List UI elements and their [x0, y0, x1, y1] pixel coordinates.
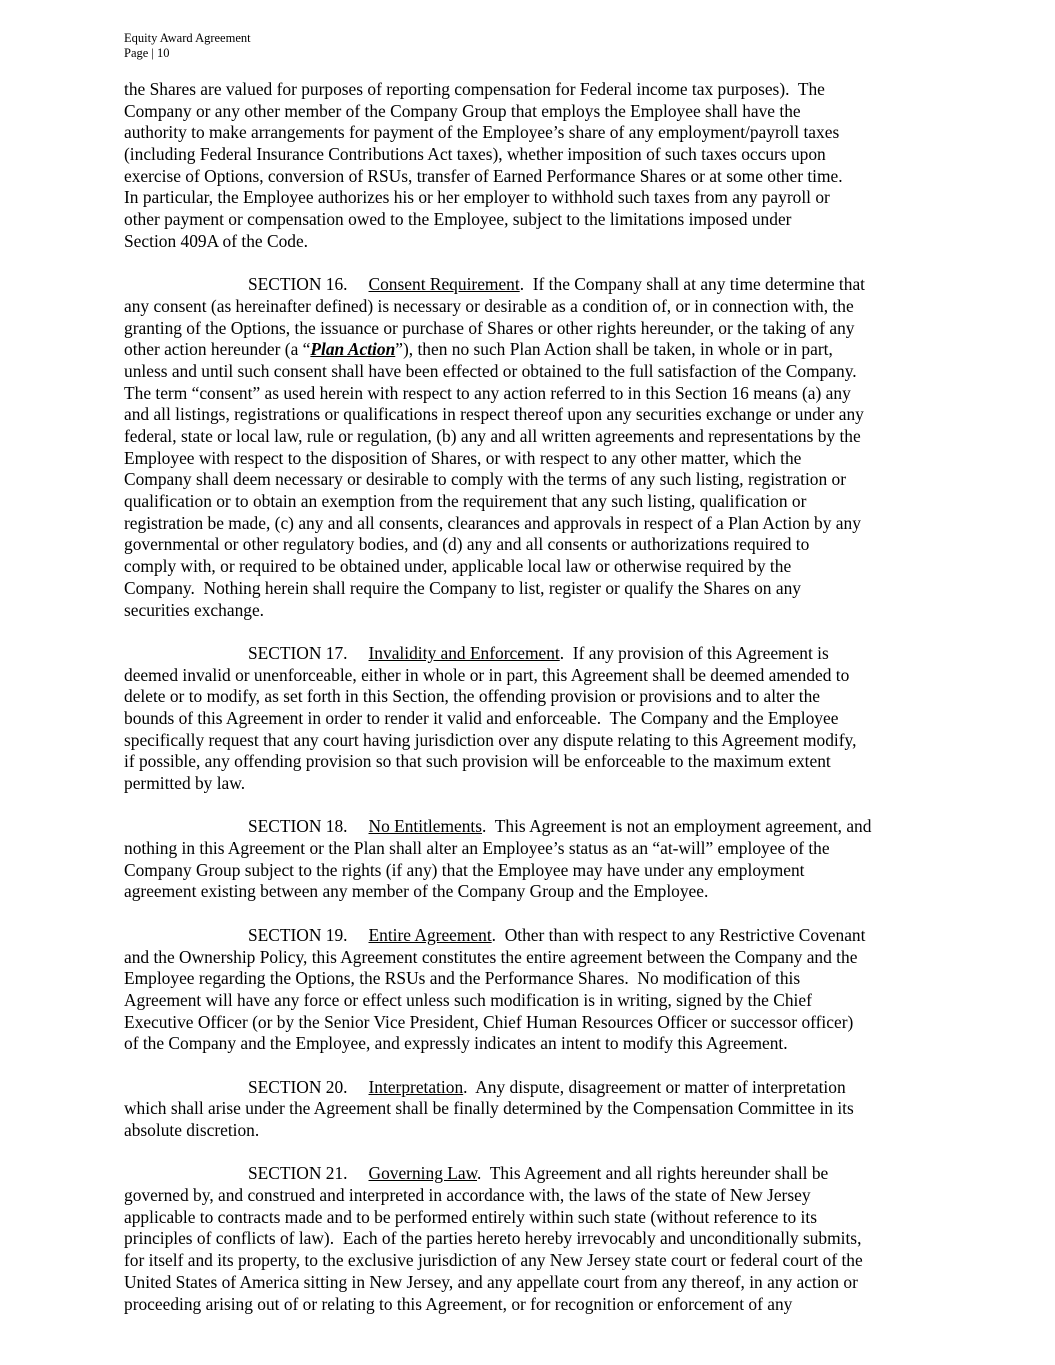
section-number: SECTION 17.	[248, 642, 348, 663]
section-paragraph	[124, 1077, 954, 1142]
section-paragraph	[124, 274, 954, 621]
section-first-line	[124, 816, 954, 838]
section-text: . Any dispute, disagreement or matter of interpretation	[463, 1076, 846, 1097]
text-line: unless and until such consent shall have been effected or obtained to the full satisfaction of the Company.	[124, 360, 857, 381]
section-heading: Interpretation	[368, 1076, 464, 1097]
text-line: proceeding arising out of or relating to this Agreement, or for recognition or enforcement of any	[124, 1293, 793, 1314]
section-paragraph	[124, 643, 954, 795]
text-line: securities exchange.	[124, 599, 265, 620]
page-header	[124, 31, 251, 61]
section-first-line	[124, 643, 954, 665]
document-title: Equity Award Agreement	[124, 31, 251, 45]
section-text: . Other than with respect to any Restrictive Covenant	[491, 924, 866, 945]
section-number: SECTION 18.	[248, 816, 348, 837]
text-line: applicable to contracts made and to be performed entirely within such state (without reference to its	[124, 1206, 817, 1227]
section-number: SECTION 16.	[248, 274, 348, 295]
text-line: Employee regarding the Options, the RSUs and the Performance Shares. No modification of this	[124, 968, 801, 989]
section-text: . This Agreement is not an employment agreement, and	[482, 816, 872, 837]
text-line: granting of the Options, the issuance or purchase of Shares or other rights hereunder, or the taking of any	[124, 317, 855, 338]
text-line: of the Company and the Employee, and expressly indicates an intent to modify this Agreement.	[124, 1033, 788, 1054]
text-line: other payment or compensation owed to the Employee, subject to the limitations imposed under	[124, 209, 792, 230]
section-number: SECTION 19.	[248, 924, 348, 945]
section-heading: Governing Law	[368, 1163, 478, 1184]
text-line: exercise of Options, conversion of RSUs, transfer of Earned Performance Shares or at some other time.	[124, 165, 843, 186]
text-line: principles of conflicts of law). Each of the parties hereto hereby irrevocably and unconditionally submits,	[124, 1228, 862, 1249]
text-line: federal, state or local law, rule or regulation, (b) any and all written agreements and representations by the	[124, 426, 861, 446]
section-number: SECTION 21.	[248, 1163, 348, 1184]
defined-term: Plan Action	[310, 339, 396, 360]
section-first-line	[124, 1163, 954, 1185]
text-line	[124, 339, 954, 361]
text-line: specifically request that any court having jurisdiction over any dispute relating to this Agreement modify,	[124, 729, 857, 750]
text-line: United States of America sitting in New Jersey, and any appellate court from any thereof, in any action or	[124, 1271, 858, 1292]
text-line: permitted by law.	[124, 773, 246, 793]
section-heading: No Entitlements	[368, 816, 483, 837]
text-line: governed by, and construed and interpreted in accordance with, the laws of the state of New Jersey	[124, 1185, 811, 1206]
text-line: if possible, any offending provision so that such provision will be enforceable to the maximum extent	[124, 751, 831, 772]
section-first-line	[124, 925, 954, 947]
text-line: Executive Officer (or by the Senior Vice President, Chief Human Resources Officer or successor officer)	[124, 1011, 854, 1032]
text-line: Company or any other member of the Company Group that employs the Employee shall have the	[124, 100, 801, 121]
text-line: qualification or to obtain an exemption from the requirement that any such listing, qualification or	[124, 491, 807, 512]
text-segment: ”), then no such Plan Action shall be taken, in whole or in part,	[395, 339, 833, 360]
text-line: comply with, or required to be obtained under, applicable local law or otherwise required by the	[124, 556, 792, 577]
text-line: In particular, the Employee authorizes his or her employer to withhold such taxes from any payroll or	[124, 187, 830, 208]
text-line: Section 409A of the Code.	[124, 230, 309, 251]
text-line: Company. Nothing herein shall require the Company to list, register or qualify the Shares on any	[124, 577, 801, 598]
section-first-line	[124, 274, 954, 296]
text-line: bounds of this Agreement in order to render it valid and enforceable. The Company and the Employee	[124, 707, 839, 728]
section-number: SECTION 20.	[248, 1076, 348, 1097]
text-line: Employee with respect to the disposition of Shares, or with respect to any other matter, which the	[124, 447, 802, 468]
text-line: Company shall deem necessary or desirable to comply with the terms of any such listing, registration or	[124, 469, 847, 490]
section-paragraph	[124, 925, 954, 1055]
text-line: agreement existing between any member of the Company Group and the Employee.	[124, 881, 709, 902]
text-line: absolute discretion.	[124, 1120, 260, 1140]
section-text: . If any provision of this Agreement is	[559, 642, 829, 663]
text-line: Agreement will have any force or effect unless such modification is in writing, signed by the Chief	[124, 989, 812, 1010]
text-line: authority to make arrangements for payment of the Employee’s share of any employment/payroll taxes	[124, 122, 840, 143]
text-line: (including Federal Insurance Contributions Act taxes), whether imposition of such taxes occurs upon	[124, 144, 826, 165]
section-paragraph	[124, 1163, 954, 1315]
text-line: and all listings, registrations or qualifications in respect thereof upon any securities exchange or under any	[124, 404, 864, 425]
text-line: and the Ownership Policy, this Agreement constitutes the entire agreement between the Company and the	[124, 946, 858, 967]
section-heading: Consent Requirement	[368, 274, 520, 295]
section-text: . This Agreement and all rights hereunder shall be	[477, 1163, 829, 1184]
text-line: any consent (as hereinafter defined) is necessary or desirable as a condition of, or in connection with, the	[124, 295, 854, 316]
text-line: the Shares are valued for purposes of reporting compensation for Federal income tax purposes). The	[124, 79, 825, 99]
text-line: for itself and its property, to the exclusive jurisdiction of any New Jersey state court or federal court of the	[124, 1250, 863, 1271]
text-line: which shall arise under the Agreement shall be finally determined by the Compensation Committee in its	[124, 1098, 854, 1119]
text-line: deemed invalid or unenforceable, either in whole or in part, this Agreement shall be deemed amended to	[124, 664, 850, 685]
section-heading: Invalidity and Enforcement	[368, 642, 560, 663]
text-segment: other action hereunder (a “	[124, 339, 311, 360]
text-line: Company Group subject to the rights (if any) that the Employee may have under any employment	[124, 859, 805, 880]
text-line: The term “consent” as used herein with respect to any action referred to in this Section 16 means (a) any	[124, 382, 851, 403]
section-text: . If the Company shall at any time determine that	[519, 274, 866, 295]
section-first-line	[124, 1077, 954, 1099]
text-line: registration be made, (c) any and all consents, clearances and approvals in respect of a Plan Action by any	[124, 512, 861, 533]
intro-paragraph	[124, 79, 954, 253]
section-heading: Entire Agreement	[368, 924, 492, 945]
text-line: governmental or other regulatory bodies, and (d) any and all consents or authorizations required to	[124, 534, 810, 555]
section-paragraph	[124, 816, 954, 903]
document-body	[124, 79, 954, 1337]
page-number: Page | 10	[124, 46, 170, 60]
text-line: nothing in this Agreement or the Plan shall alter an Employee’s status as an “at-will” employee of the	[124, 838, 830, 859]
text-line: delete or to modify, as set forth in this Section, the offending provision or provisions and to alter the	[124, 686, 820, 707]
